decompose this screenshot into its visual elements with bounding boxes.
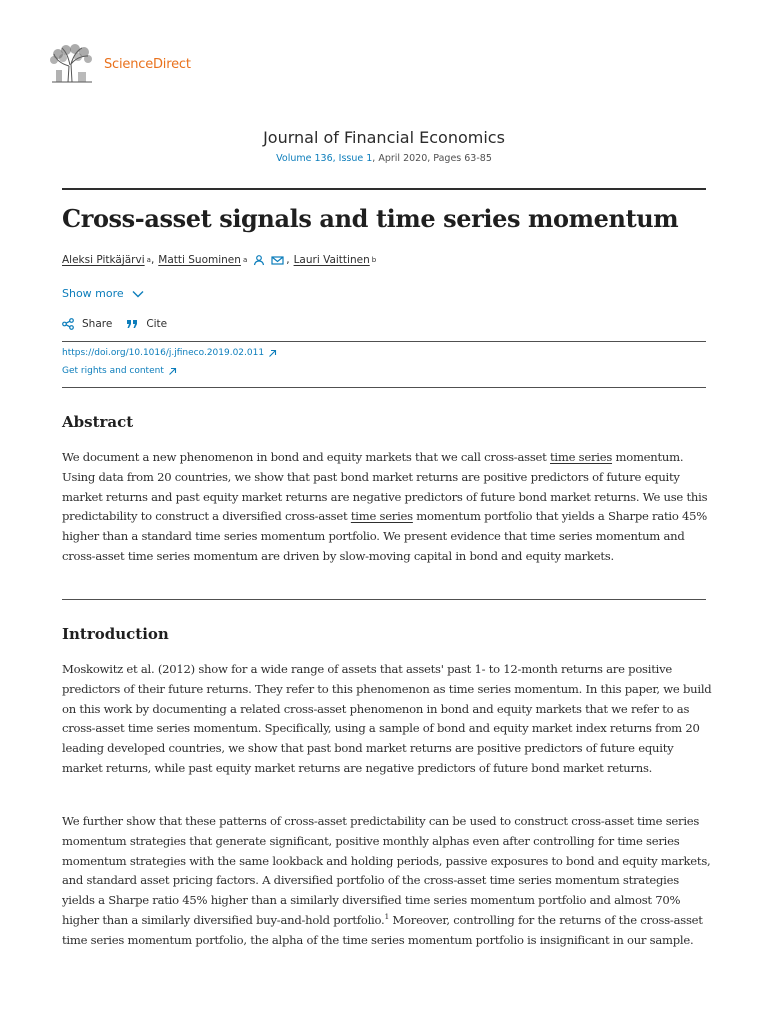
author-name[interactable]: Matti Suominen xyxy=(158,254,241,266)
cite-button[interactable] xyxy=(126,318,167,330)
doi-link[interactable] xyxy=(62,348,277,358)
show-more-label: Show more xyxy=(62,287,124,300)
external-link-icon xyxy=(168,367,177,376)
journal-name[interactable]: Journal of Financial Economics xyxy=(263,128,505,147)
external-link-icon xyxy=(268,349,277,358)
abstract-text xyxy=(62,448,712,567)
abstract-text-part: momentum portfolio that yields a Sharpe ratio 45% higher than a standard time series momentum portfolio. We present evidence that time series momentum and cross-asset time series momentum are driven by slow-moving capital in bond and equity markets. xyxy=(62,509,708,563)
elsevier-tree-icon xyxy=(48,44,96,86)
brand-name: ScienceDirect xyxy=(104,57,191,72)
paragraph-text: Moreover, controlling for the returns of the cross-asset time series momentum portfolio, the alpha of the time series momentum portfolio is insignificant in our sample. xyxy=(62,912,703,947)
topic-link[interactable]: time series xyxy=(550,450,613,464)
meta-divider xyxy=(62,387,706,388)
date-pages: , April 2020, Pages 63-85 xyxy=(372,153,492,164)
volume-issue-link[interactable]: Volume 136, Issue 1 xyxy=(276,153,373,164)
person-icon[interactable] xyxy=(253,254,265,266)
author-separator: , xyxy=(286,254,290,266)
rights-text: Get rights and content xyxy=(62,366,164,376)
topic-link[interactable]: time series xyxy=(350,509,413,524)
chevron-down-icon xyxy=(132,290,144,298)
footnote-ref[interactable]: 1 xyxy=(384,912,389,922)
introduction-paragraph: Moskowitz et al. (2012) show for a wide range of assets that assets' past 1- to 12-month returns are positive predictors of their future returns. They refer to this phenomenon as time series momentum. In this paper, we build on this work by documenting a related cross-asset phenomenon in bond and equity markets that we refer to as cross-asset time series momentum. Specifically, using a sample of bond and equity market index returns from 20 leading developed countries, we show that past bond market returns are positive predictors of future equity market returns, while past equity market returns are negative predictors of future bond market returns. xyxy=(62,662,712,775)
article-actions xyxy=(62,318,181,330)
header-divider xyxy=(62,188,706,190)
author-affiliation: a xyxy=(242,256,248,264)
author-name[interactable]: Aleksi Pitkäjärvi xyxy=(62,254,145,266)
journal-issue-line xyxy=(0,153,768,164)
sciencedirect-logo[interactable] xyxy=(48,44,208,86)
author-list xyxy=(62,254,376,266)
introduction-paragraph xyxy=(62,812,712,951)
author-affiliation: a xyxy=(146,256,151,264)
email-icon[interactable] xyxy=(271,254,284,266)
author-affiliation: b xyxy=(371,256,377,264)
quote-icon xyxy=(126,319,138,329)
author-name[interactable]: Lauri Vaittinen xyxy=(293,254,370,266)
rights-link[interactable] xyxy=(62,366,177,376)
abstract-heading: Abstract xyxy=(62,413,134,431)
share-icon xyxy=(62,318,74,330)
abstract-text-part: We document a new phenomenon in bond and equity markets that we call cross-asset xyxy=(62,450,550,464)
paragraph-text: We further show that these patterns of cross-asset predictability can be used to construct cross-asset time series momentum strategies that generate significant, positive monthly alphas even after controlling for time series momentum strategies with the same lookback and holding periods, passive exposures to bond and equity markets, and standard asset pricing factors. A diversified portfolio of the cross-asset time series momentum strategies yields a Sharpe ratio 45% higher than a similarly diversified time series momentum portfolio and almost 70% higher than a similarly diversified buy-and-hold portfolio. xyxy=(62,814,711,927)
introduction-heading: Introduction xyxy=(62,625,169,643)
share-label: Share xyxy=(82,318,113,330)
show-more-button[interactable] xyxy=(62,287,144,300)
share-button[interactable] xyxy=(62,318,112,330)
actions-divider xyxy=(62,341,706,342)
abstract-divider xyxy=(62,599,706,600)
abstract-text-part: momentum. Using data from 20 countries, we show that past bond market returns are positive predictors of future equity market returns and past equity market returns are negative predictors of future bond market returns. We use this predictability to construct a diversified cross-asset xyxy=(62,450,708,524)
cite-label: Cite xyxy=(146,318,168,330)
doi-text: https://doi.org/10.1016/j.jfineco.2019.02.011 xyxy=(62,348,265,358)
article-title: Cross-asset signals and time series momentum xyxy=(62,204,679,233)
author-separator: , xyxy=(150,254,155,266)
